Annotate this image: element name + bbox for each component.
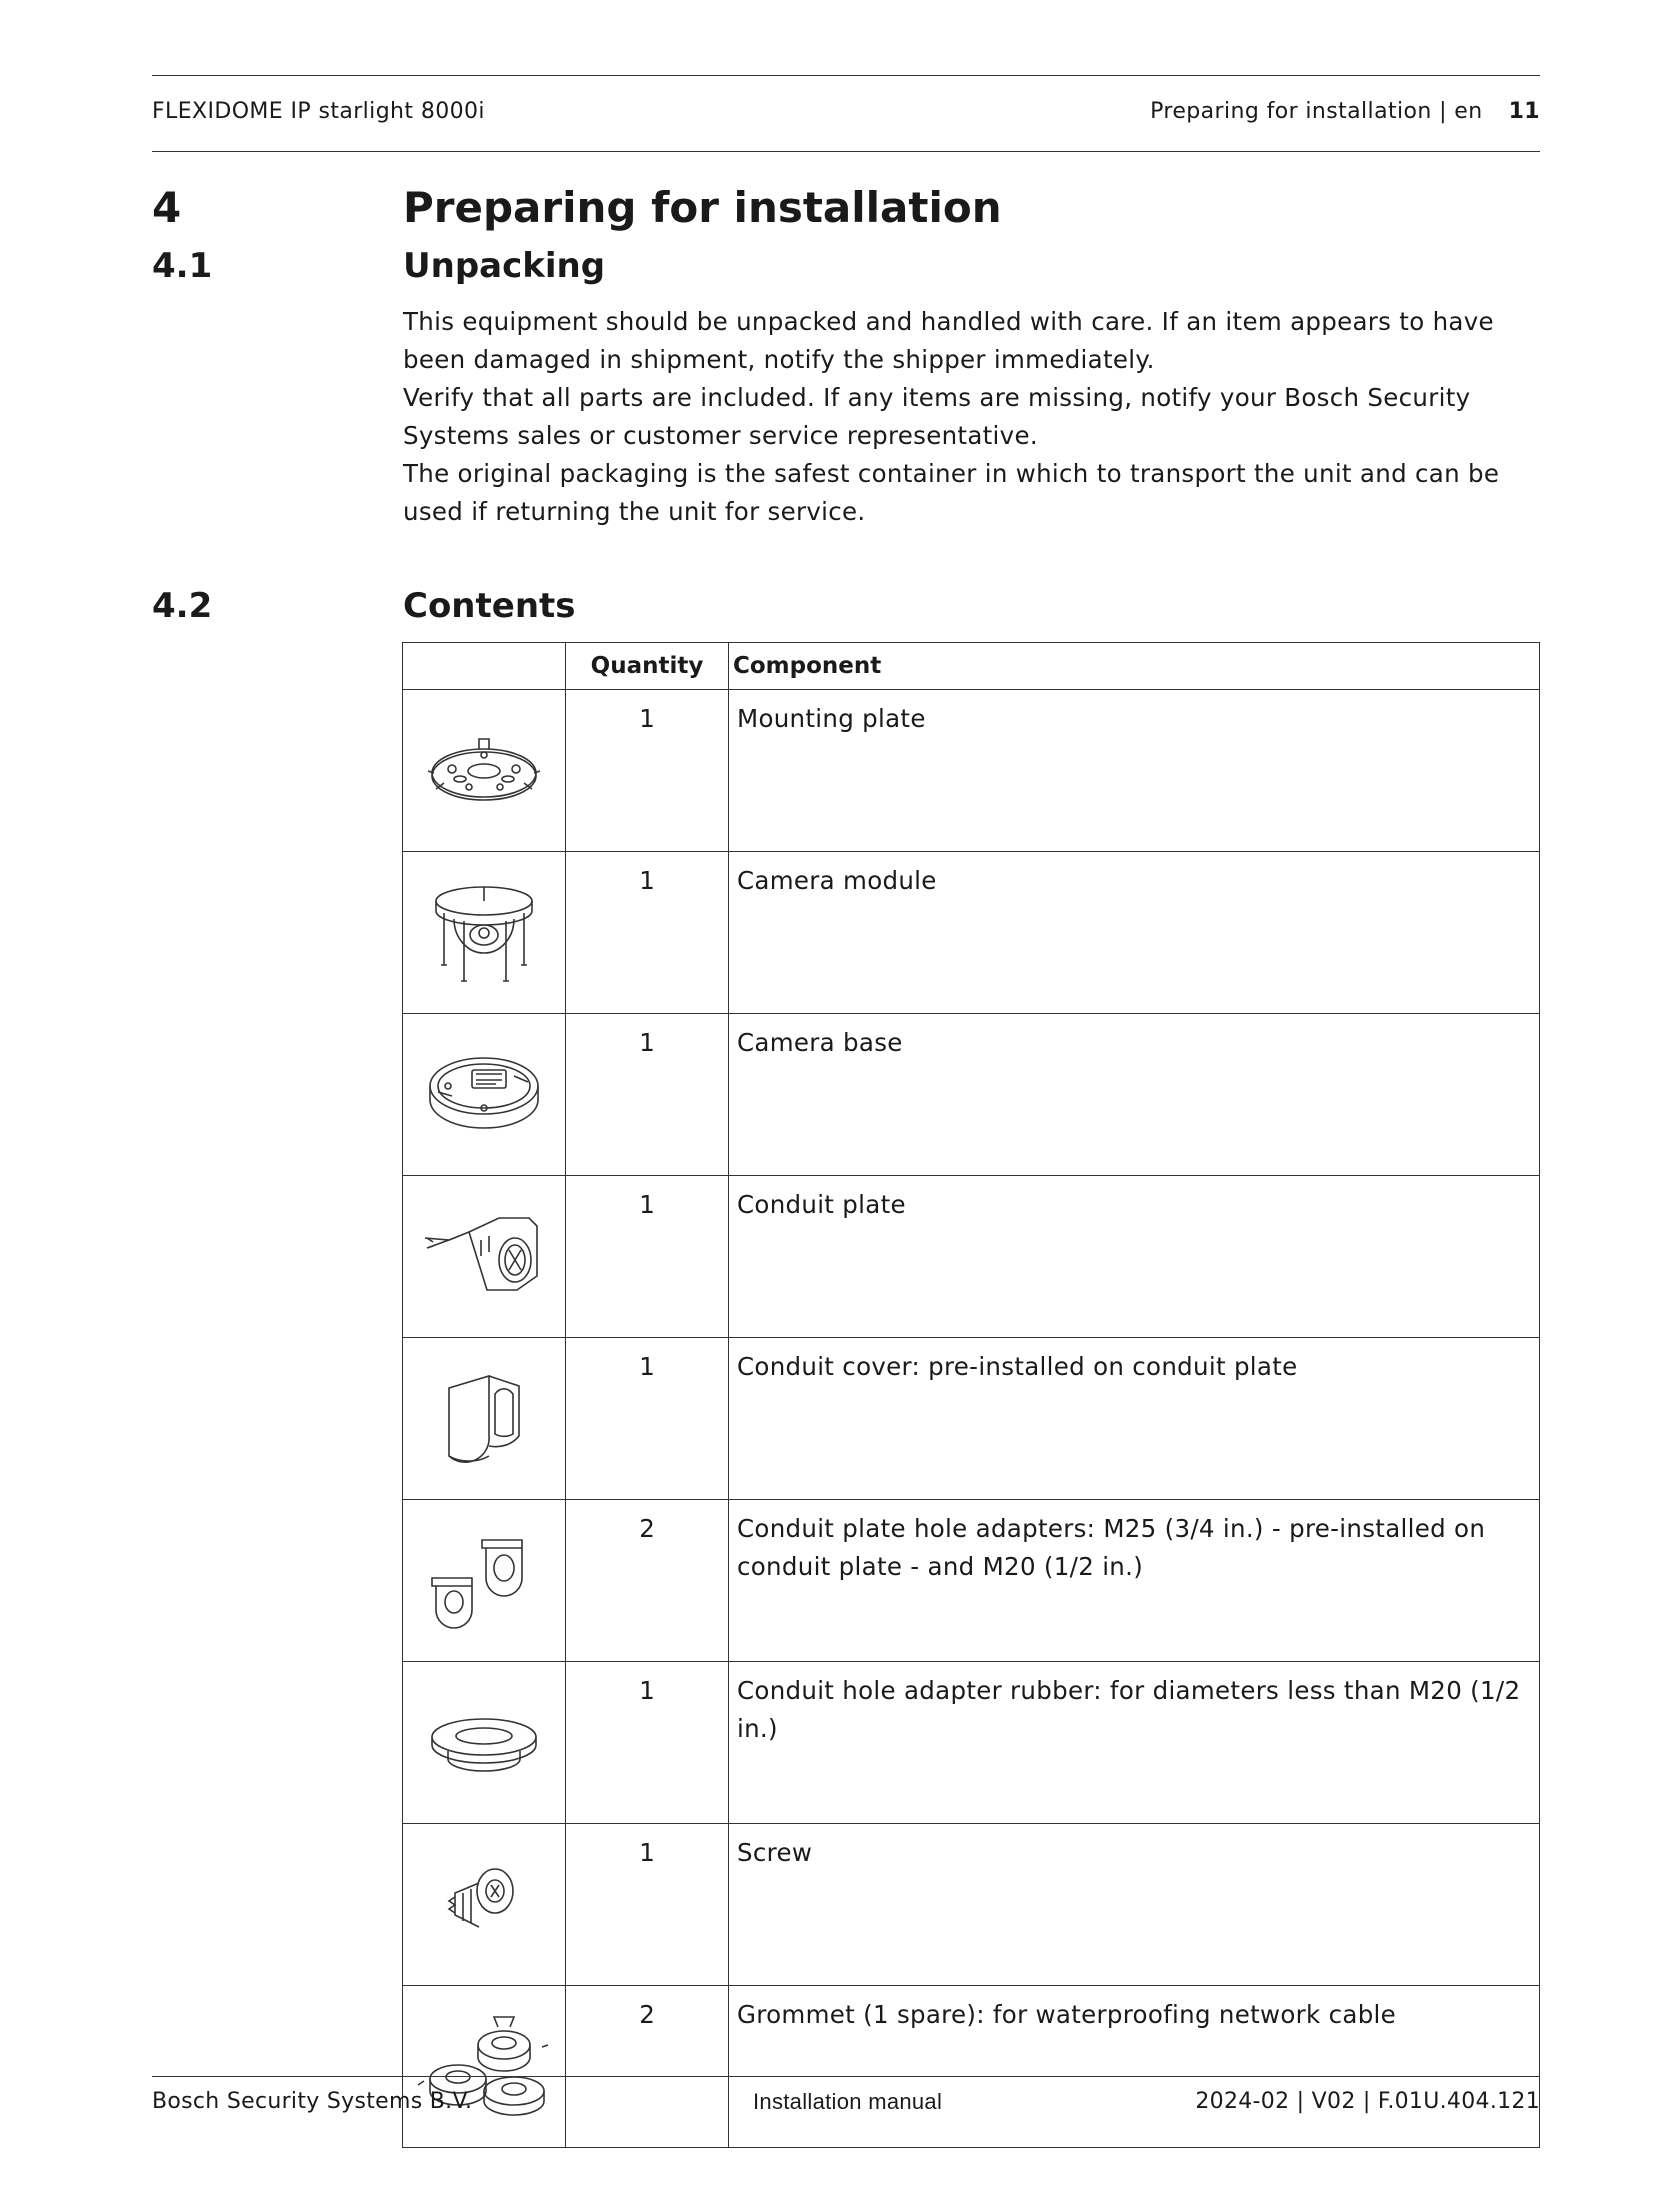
table-row (403, 690, 1540, 852)
contents-table (402, 642, 1540, 2148)
quantity-cell: 1 (566, 690, 729, 852)
component-cell: Conduit hole adapter rubber: for diameters less than M20 (1/2 in.) (729, 1662, 1540, 1824)
screw-icon (403, 1824, 566, 1986)
component-cell: Conduit plate hole adapters: M25 (3/4 in.) - pre-installed on conduit plate - and M20 (1/2 in.) (729, 1500, 1540, 1662)
quantity-cell: 1 (566, 1014, 729, 1176)
chapter-title: Preparing for installation (403, 183, 1002, 232)
component-cell: Conduit plate (729, 1176, 1540, 1338)
header-product: FLEXIDOME IP starlight 8000i (152, 99, 485, 124)
page-number: 11 (1508, 99, 1540, 124)
unpacking-text (403, 303, 1553, 531)
hole-adapters-icon (403, 1500, 566, 1662)
quantity-cell: 1 (566, 1338, 729, 1500)
section-number-contents: 4.2 (152, 586, 213, 626)
header-quantity: Quantity (566, 643, 729, 690)
mounting-plate-icon (403, 690, 566, 852)
table-row (403, 1014, 1540, 1176)
quantity-cell: 2 (566, 1986, 729, 2148)
quantity-cell: 1 (566, 1662, 729, 1824)
quantity-cell: 1 (566, 1824, 729, 1986)
adapter-rubber-icon (403, 1662, 566, 1824)
header-image (403, 643, 566, 690)
camera-module-icon (403, 852, 566, 1014)
conduit-cover-icon (403, 1338, 566, 1500)
section-title-unpacking: Unpacking (403, 246, 606, 286)
component-cell: Conduit cover: pre-installed on conduit plate (729, 1338, 1540, 1500)
section-number-unpacking: 4.1 (152, 246, 213, 286)
footer-doc-type: Installation manual (753, 2089, 943, 2114)
grommet-icon (403, 1986, 566, 2148)
footer-doc-id: 2024-02 | V02 | F.01U.404.121 (1195, 2089, 1540, 2114)
table-row (403, 852, 1540, 1014)
table-row (403, 1986, 1540, 2148)
camera-base-icon (403, 1014, 566, 1176)
quantity-cell: 1 (566, 852, 729, 1014)
paragraph: Verify that all parts are included. If any items are missing, notify your Bosch Security Systems sales or customer service representative. (403, 383, 1471, 450)
table-row (403, 1662, 1540, 1824)
paragraph: The original packaging is the safest container in which to transport the unit and can be used if returning the unit for service. (403, 459, 1500, 526)
table-header-row (403, 643, 1540, 690)
paragraph: This equipment should be unpacked and handled with care. If an item appears to have been damaged in shipment, notify the shipper immediately. (403, 307, 1494, 374)
quantity-cell: 2 (566, 1500, 729, 1662)
table-row (403, 1500, 1540, 1662)
header-top-rule (152, 75, 1540, 76)
table-row (403, 1338, 1540, 1500)
component-cell: Mounting plate (729, 690, 1540, 852)
footer-rule (152, 2076, 1540, 2077)
chapter-number: 4 (152, 183, 182, 232)
section-title-contents: Contents (403, 586, 576, 626)
header-component: Component (729, 643, 1540, 690)
header-bottom-rule (152, 151, 1540, 152)
component-cell: Grommet (1 spare): for waterproofing network cable (729, 1986, 1540, 2148)
quantity-cell: 1 (566, 1176, 729, 1338)
header-right (1150, 99, 1540, 124)
component-cell: Camera module (729, 852, 1540, 1014)
component-cell: Camera base (729, 1014, 1540, 1176)
component-cell: Screw (729, 1824, 1540, 1986)
footer-company: Bosch Security Systems B.V. (152, 2089, 473, 2114)
header-section: Preparing for installation | en (1150, 99, 1483, 124)
table-row (403, 1176, 1540, 1338)
conduit-plate-icon (403, 1176, 566, 1338)
table-row (403, 1824, 1540, 1986)
